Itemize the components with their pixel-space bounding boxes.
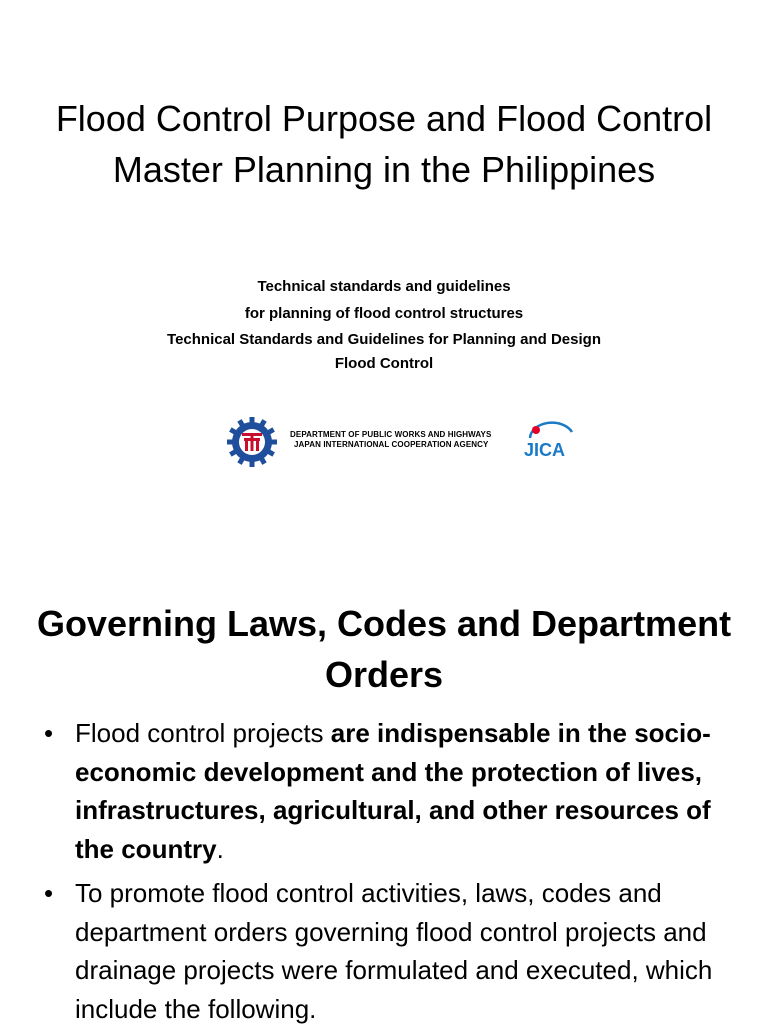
subtitle-line: for planning of flood control structures (244, 305, 524, 322)
bullet-icon: • (44, 718, 54, 748)
jica-logo-text: JICA (524, 440, 566, 460)
list-item (44, 714, 734, 868)
slide-heading: Governing Laws, Codes and Department Orders (36, 603, 732, 695)
slide-subtitle (60, 273, 708, 375)
agency-names (290, 430, 520, 450)
subtitle-line: Technical standards and guidelines (257, 278, 511, 295)
bullet-text-tail: . (216, 833, 224, 864)
dpwh-gear-seal-icon (226, 416, 278, 468)
jica-logo-icon (522, 418, 578, 464)
subtitle-line: Flood Control (334, 355, 434, 372)
agency-line-dpwh: DEPARTMENT OF PUBLIC WORKS AND HIGHWAYS (290, 430, 492, 439)
agency-line-jica: JAPAN INTERNATIONAL COOPERATION AGENCY (294, 440, 489, 449)
bullet-icon: • (44, 878, 54, 908)
bullet-text-plain: Flood control projects (75, 718, 331, 748)
list-item (44, 874, 734, 1028)
bullet-text-plain: To promote flood control activities, laws, codes and department orders governing flood control projects and drainage projects were formulated and executed, which include the following. (75, 878, 713, 1024)
agency-logos (226, 414, 586, 470)
bullet-text-bold: are indispensable in the socio-economic development and the protection of lives, infrastructures, agricultural, and other resources of the country (75, 718, 711, 864)
subtitle-line: Technical Standards and Guidelines for Planning and Design (167, 331, 601, 348)
slide-title: Flood Control Purpose and Flood Control Master Planning in the Philippines (55, 98, 713, 190)
bullet-list (44, 714, 734, 1034)
content-slide (0, 570, 768, 1024)
